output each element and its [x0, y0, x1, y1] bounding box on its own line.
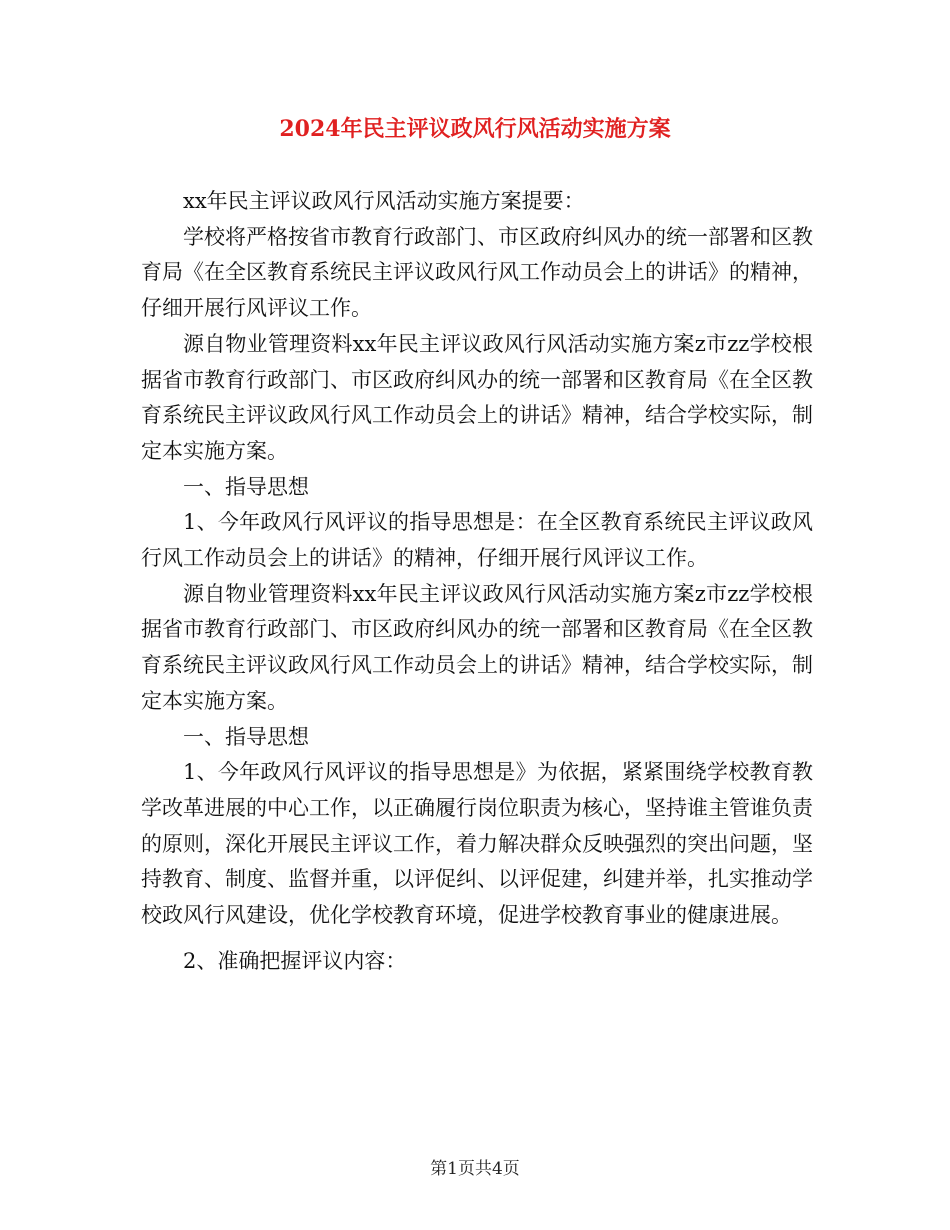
paragraph: 源自物业管理资料xx年民主评议政风行风活动实施方案z市zz学校根据省市教育行政部门、市区政府纠风办的统一部署和区教育局《在全区教育系统民主评议政风行风工作动员会上的讲话》精神，结合学校实际，制定本实施方案。: [141, 581, 813, 713]
paragraph: 源自物业管理资料xx年民主评议政风行风活动实施方案z市zz学校根据省市教育行政部门、市区政府纠风办的统一部署和区教育局《在全区教育系统民主评议政风行风工作动员会上的讲话》精神，结合学校实际，制定本实施方案。: [141, 331, 813, 463]
paragraph: 1、今年政风行风评议的指导思想是：在全区教育系统民主评议政风行风工作动员会上的讲话》的精神，仔细开展行风评议工作。: [141, 510, 813, 571]
paragraph: 2、准确把握评议内容：: [183, 948, 407, 973]
section-heading: 一、指导思想: [183, 474, 309, 499]
paragraph: 1、今年政风行风评议的指导思想是》为依据，紧紧围绕学校教育教学改革进展的中心工作，以正确履行岗位职责为核心，坚持谁主管谁负责的原则，深化开展民主评议工作，着力解决群众反映强烈的突出问题，坚持教育、制度、监督并重，以评促纠、以评促建，纠建并举，扎实推动学校政风行风建设，优化学校教育环境，促进学校教育事业的健康进展。: [141, 760, 813, 928]
document-title: 2024年民主评议政风行风活动实施方案: [279, 116, 671, 142]
paragraph: xx年民主评议政风行风活动实施方案提要：: [183, 189, 585, 213]
document-body: [141, 184, 813, 979]
section-heading: 一、指导思想: [183, 724, 309, 749]
page-footer: 第1页共4页: [430, 1159, 520, 1179]
paragraph: 学校将严格按省市教育行政部门、市区政府纠风办的统一部署和区教育局《在全区教育系统民主评议政风行风工作动员会上的讲话》的精神，仔细开展行风评议工作。: [141, 224, 813, 321]
